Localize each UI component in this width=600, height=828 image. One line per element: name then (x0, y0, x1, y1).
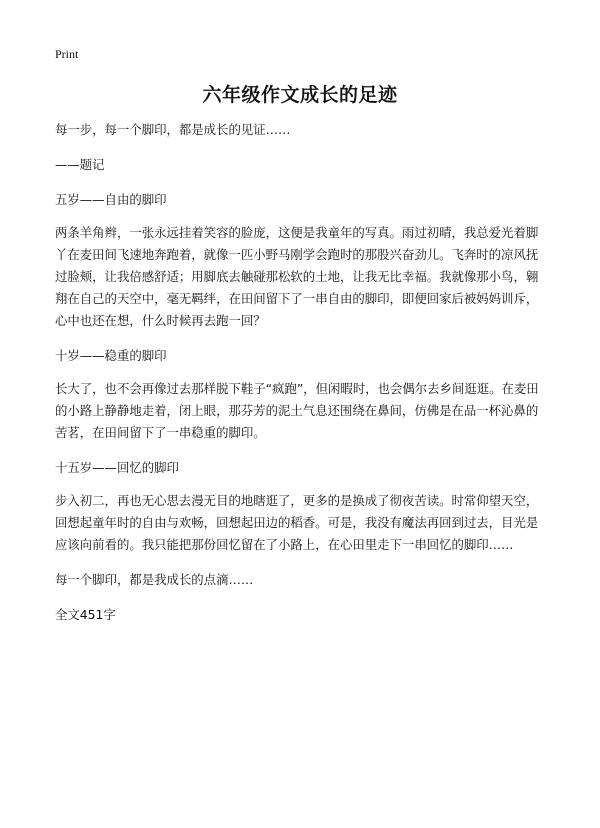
section-heading-age-10: 十岁——稳重的脚印 (55, 348, 167, 363)
print-link[interactable]: Print (55, 47, 79, 61)
intro-paragraph: 每一步，每一个脚印，都是成长的见证…… (55, 122, 291, 137)
section-body-age-15: 步入初二，再也无心思去漫无目的地瞎逛了，更多的是换成了彻夜苦读。时常仰望天空，回想起童年时的自由与欢畅，回想起田边的稻香。可是，我没有魔法再回到过去，目光是应该向前看的。我只能把那份回忆留在了小路上，在心田里走下一串回忆的脚印…… (55, 493, 539, 552)
closing-paragraph: 每一个脚印，都是我成长的点滴…… (55, 572, 254, 587)
section-body-age-5: 两条羊角辫，一张永远挂着笑容的脸庞，这便是我童年的写真。雨过初晴，我总爱光着脚丫在麦田间飞速地奔跑着，就像一匹小野马刚学会跑时的那股兴奋劲儿。飞奔时的凉风抚过脸颊，让我倍感舒适；用脚底去触碰那松软的土地，让我无比幸福。我就像那小鸟，翱翔在自己的天空中，毫无羁绊，在田间留下了一串自由的脚印，即便回家后被妈妈训斥，心中也还在想，什么时候再去跑一回？ (55, 225, 539, 328)
section-heading-age-5: 五岁——自由的脚印 (55, 192, 167, 207)
section-heading-age-15: 十五岁——回忆的脚印 (55, 460, 179, 475)
article-body (55, 119, 550, 639)
word-count: 全文451字 (55, 607, 116, 622)
section-body-age-10: 长大了，也不会再像过去那样脱下鞋子“疯跑”，但闲暇时，也会偶尔去乡间逛逛。在麦田的小路上静静地走着，闭上眼，那芬芳的泥土气息还围绕在鼻间，仿佛是在品一杯沁鼻的苦茗，在田间留下了一串稳重的脚印。 (55, 381, 539, 440)
epigraph-note: ——题记 (55, 157, 105, 172)
article-title: 六年级作文成长的足迹 (202, 84, 398, 106)
